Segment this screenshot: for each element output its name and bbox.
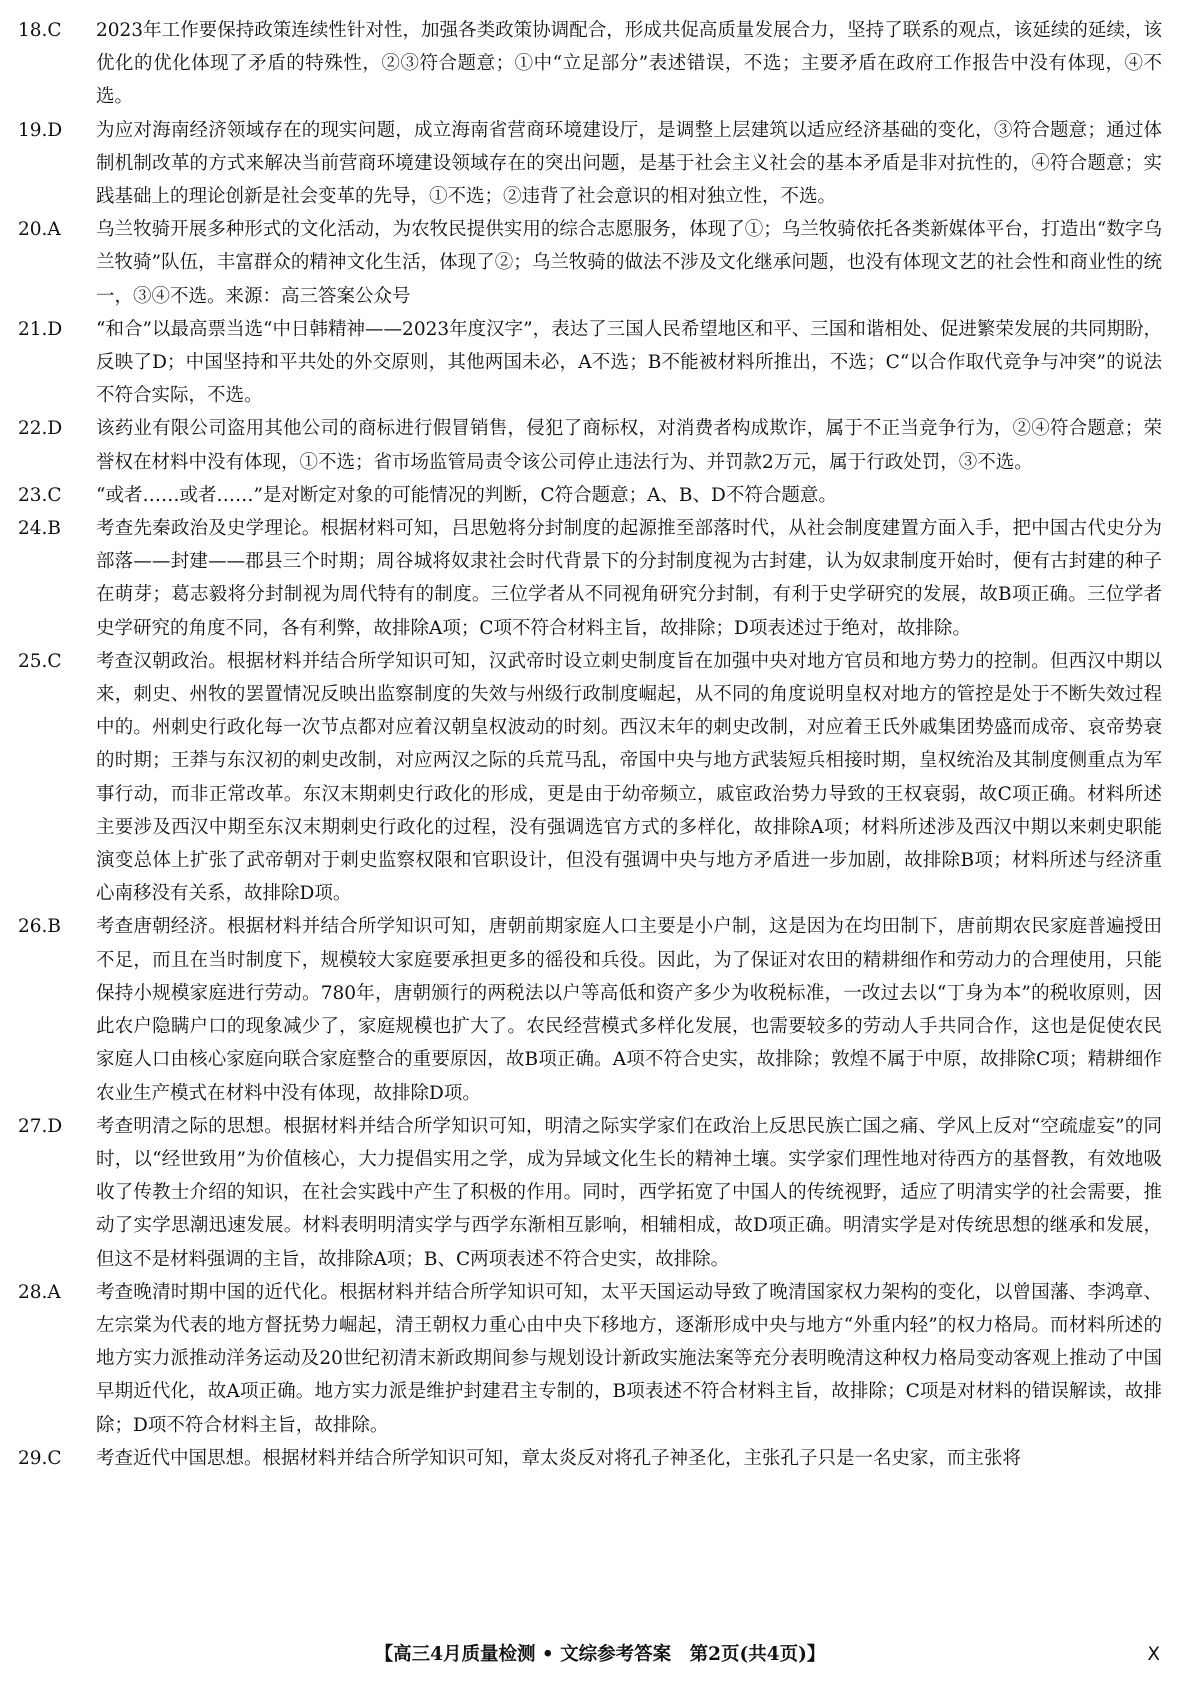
answer-item-22 <box>18 412 1162 478</box>
answer-number: 27.D <box>18 1115 63 1137</box>
answer-explanation: 该药业有限公司盗用其他公司的商标进行假冒销售，侵犯了商标权，对消费者构成欺诈，属于不正当竞争行为，②④符合题意；荣誉权在材料中没有体现，①不选；省市场监管局责令该公司停止违法行为、并罚款2万元，属于行政处罚，③不选。 <box>96 418 1162 473</box>
answer-number: 19.D <box>18 119 63 141</box>
answer-item-26 <box>18 910 1162 1109</box>
answer-explanation: 考查明清之际的思想。根据材料并结合所学知识可知，明清之际实学家们在政治上反思民族亡国之痛、学风上反对“空疏虚妄”的同时，以“经世致用”为价值核心，大力提倡实用之学，成为异域文化生长的精神土壤。实学家们理性地对待西方的基督教，有效地吸收了传教士介绍的知识，在社会实践中产生了积极的作用。同时，西学拓宽了中国人的传统视野，适应了明清实学的社会需要，推动了实学思潮迅速发展。材料表明明清实学与西学东渐相互影响，相辅相成，故D项正确。明清实学是对传统思想的继承和发展，但这不是材料强调的主旨，故排除A项；B、C两项表述不符合史实，故排除。 <box>96 1115 1162 1270</box>
answer-number: 20.A <box>18 219 61 241</box>
answer-explanation: “和合”以最高票当选“中日韩精神——2023年度汉字”，表达了三国人民希望地区和平、三国和谐相处、促进繁荣发展的共同期盼，反映了D；中国坚持和平共处的外交原则，其他两国未必，A不选；B不能被材料所推出，不选；C“以合作取代竞争与冲突”的说法不符合实际，不选。 <box>96 318 1162 407</box>
answer-item-20 <box>18 213 1162 313</box>
answer-item-29 <box>18 1442 1162 1475</box>
answer-number: 21.D <box>18 318 63 340</box>
answer-item-25 <box>18 645 1162 911</box>
answer-explanation: “或者……或者……”是对断定对象的可能情况的判断，C符合题意；A、B、D不符合题意。 <box>96 484 837 506</box>
answer-item-23 <box>18 479 1162 512</box>
answer-item-19 <box>18 114 1162 214</box>
answer-explanation: 2023年工作要保持政策连续性针对性，加强各类政策协调配合，形成共促高质量发展合力，坚持了联系的观点，该延续的延续，该优化的优化体现了矛盾的特殊性，②③符合题意；①中“立足部分”表述错误，不选；主要矛盾在政府工作报告中没有体现，④不选。 <box>96 20 1162 108</box>
answer-item-28 <box>18 1276 1162 1442</box>
answer-number: 28.A <box>18 1281 61 1303</box>
answer-explanation: 考查近代中国思想。根据材料并结合所学知识可知，章太炎反对将孔子神圣化，主张孔子只是一名史家，而主张将 <box>96 1447 1022 1469</box>
answer-number: 24.B <box>18 518 62 540</box>
answer-number: 22.D <box>18 418 63 440</box>
answer-explanation: 考查先秦政治及史学理论。根据材料可知，吕思勉将分封制度的起源推至部落时代，从社会制度建置方面入手，把中国古代史分为部落——封建——郡县三个时期；周谷城将奴隶社会时代背景下的分封制度视为古封建，认为奴隶制度开始时，便有古封建的种子在萌芽；葛志毅将分封制视为周代特有的制度。三位学者从不同视角研究分封制，有利于史学研究的发展，故B项正确。三位学者史学研究的角度不同，各有利弊，故排除A项；C项不符合材料主旨，故排除；D项表述过于绝对，故排除。 <box>96 518 1162 639</box>
answer-item-21 <box>18 313 1162 413</box>
answer-item-24 <box>18 512 1162 645</box>
answer-number: 25.C <box>18 650 62 672</box>
answer-explanation: 乌兰牧骑开展多种形式的文化活动，为农牧民提供实用的综合志愿服务，体现了①；乌兰牧骑依托各类新媒体平台，打造出“数字乌兰牧骑”队伍，丰富群众的精神文化生活，体现了②；乌兰牧骑的做法不涉及文化继承问题，也没有体现文艺的社会性和商业性的统一，③④不选。来源：高三答案公众号 <box>96 219 1162 307</box>
answer-explanation: 考查唐朝经济。根据材料并结合所学知识可知，唐朝前期家庭人口主要是小户制，这是因为在均田制下，唐前期农民家庭普遍授田不足，而且在当时制度下，规模较大家庭要承担更多的徭役和兵役。因此，为了保证对农田的精耕细作和劳动力的合理使用，只能保持小规模家庭进行劳动。780年，唐朝颁行的两税法以户等高低和资产多少为收税标准，一改过去以“丁身为本”的税收原则，因此农户隐瞒户口的现象减少了，家庭规模也扩大了。农民经营模式多样化发展，也需要较多的劳动人手共同合作，这也是促使农民家庭人口由核心家庭向联合家庭整合的重要原因，故B项正确。A项不符合史实，故排除；敦煌不属于中原，故排除C项；精耕细作农业生产模式在材料中没有体现，故排除D项。 <box>96 916 1162 1104</box>
answer-item-27 <box>18 1110 1162 1276</box>
answer-explanation: 考查汉朝政治。根据材料并结合所学知识可知，汉武帝时设立刺史制度旨在加强中央对地方官员和地方势力的控制。但西汉中期以来，刺史、州牧的罢置情况反映出监察制度的失效与州级行政制度崛起，从不同的角度说明皇权对地方的管控是处于不断失效过程中的。州刺史行政化每一次节点都对应着汉朝皇权波动的时刻。西汉末年的刺史改制，对应着王氏外戚集团势盛而成帝、哀帝势衰的时期；王莽与东汉初的刺史改制，对应两汉之际的兵荒马乱，帝国中央与地方武装短兵相接时期，皇权统治及其制度侧重点为军事行动，而非正常改革。东汉末期刺史行政化的形成，更是由于幼帝频立，戚宦政治势力导致的王权衰弱，故C项正确。材料所述主要涉及西汉中期至东汉末期刺史行政化的过程，没有强调选官方式的多样化，故排除A项；材料所述涉及西汉中期以来刺史职能演变总体上扩张了武帝朝对于刺史监察权限和官职设计，但没有强调中央与地方矛盾进一步加剧，故排除B项；材料所述与经济重心南移没有关系，故排除D项。 <box>96 650 1162 905</box>
answer-number: 29.C <box>18 1447 62 1469</box>
answer-explanation: 考查晚清时期中国的近代化。根据材料并结合所学知识可知，太平天国运动导致了晚清国家权力架构的变化，以曾国藩、李鸿章、左宗棠为代表的地方督抚势力崛起，清王朝权力重心由中央下移地方，逐渐形成中央与地方“外重内轻”的权力格局。而材料所述的地方实力派推动洋务运动及20世纪初清末新政期间参与规划设计新政实施法案等充分表明晚清这种权力格局变动客观上推动了中国早期近代化，故A项正确。地方实力派是维护封建君主专制的，B项表述不符合材料主旨，故排除；C项是对材料的错误解读，故排除；D项不符合材料主旨，故排除。 <box>96 1281 1162 1436</box>
page-footer: 【高三4月质量检测 • 文综参考答案 第2页(共4页)】 <box>374 1644 826 1665</box>
answer-explanation: 为应对海南经济领域存在的现实问题，成立海南省营商环境建设厅，是调整上层建筑以适应经济基础的变化，③符合题意；通过体制机制改革的方式来解决当前营商环境建设领域存在的突出问题，是基于社会主义社会的基本矛盾是非对抗性的，④符合题意；实践基础上的理论创新是社会变革的先导，①不选；②违背了社会意识的相对独立性，不选。 <box>96 119 1162 208</box>
answer-item-18 <box>18 14 1162 114</box>
footer-mark: X <box>1147 1644 1160 1665</box>
answer-number: 23.C <box>18 484 62 506</box>
answer-number: 18.C <box>18 20 62 41</box>
answer-number: 26.B <box>18 916 62 938</box>
